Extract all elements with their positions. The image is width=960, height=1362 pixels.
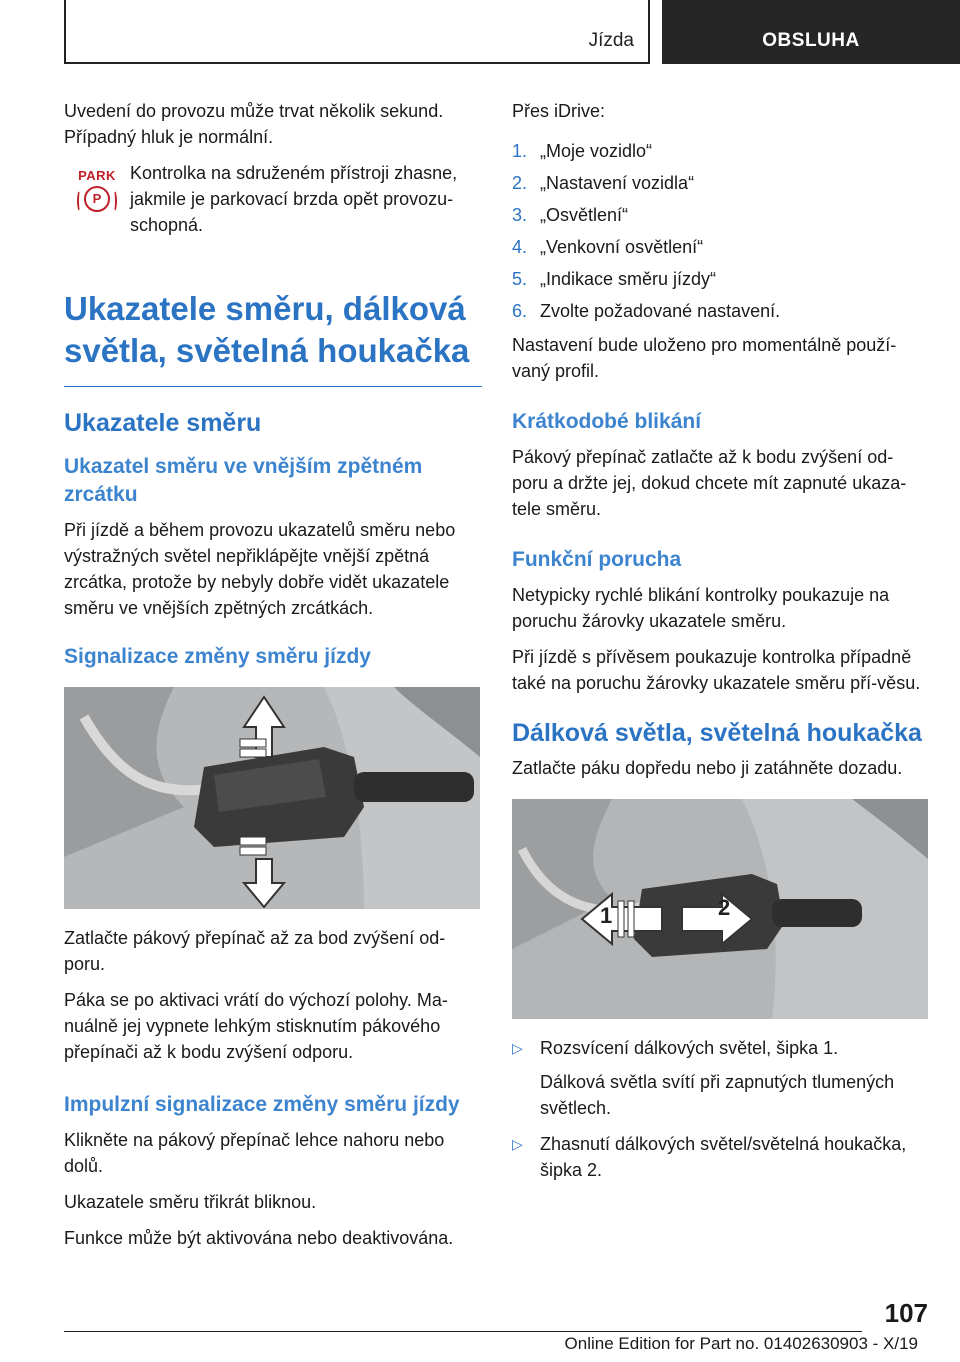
step-item: 3. „Osvětlení“	[512, 205, 629, 225]
right-column	[512, 98, 928, 1193]
high-beam-illustration	[512, 799, 928, 1019]
list-item: ▷ Zhasnutí dálkových světel/světelná houkačka, šipka 2.	[512, 1131, 928, 1183]
triangle-bullet-icon: ▷	[512, 1136, 523, 1152]
paragraph-signal-1: Zatlačte pákový přepínač až za bod zvýšení od‐poru.	[64, 928, 446, 974]
step-item: 5. „Indikace směru jízdy“	[512, 269, 717, 289]
paragraph-mirror: Při jízdě a během provozu ukazatelů směru nebo výstražných světel nepřiklápějte vnější zpětná zrcátka, protože by nebyly dobře vidět ukazatele směru ve vnějších zpětných zrcátkách.	[64, 520, 456, 618]
paragraph-signal-2: Páka se po aktivaci vrátí do výchozí polohy. Ma‐nuálně jej vypnete lehkým stisknutím pákového přepínači až k bodu zvýšení odporu.	[64, 990, 448, 1062]
paragraph-startup: Uvedení do provozu může trvat několik sekund. Případný hluk je normální.	[64, 101, 444, 147]
header-chapter-title: OBSLUHA	[762, 30, 860, 51]
arrow-label-2: 2	[718, 895, 731, 920]
step-item: 4. „Venkovní osvětlení“	[512, 237, 704, 257]
arrow-label-1: 1	[600, 903, 613, 928]
heading-impulse: Impulzní signalizace změny směru jízdy	[64, 1093, 460, 1116]
triangle-bullet-icon: ▷	[512, 1040, 523, 1056]
header-section-title: Jízda	[588, 30, 634, 51]
heading-fault: Funkční porucha	[512, 548, 682, 571]
heading-high-beam: Dálková světla, světelná houkačka	[512, 719, 922, 747]
park-icon-circle: P	[84, 186, 110, 212]
heading-short-blink: Krátkodobé blikání	[512, 410, 702, 433]
paragraph-fault-2: Při jízdě s přívěsem poukazuje kontrolka případně také na poruchu žárovky ukazatele směru pří‐věsu.	[512, 647, 921, 693]
footer-edition: Online Edition for Part no. 01402630903 - X/19	[564, 1334, 918, 1353]
page-number: 107	[884, 1298, 928, 1328]
paragraph-short-blink: Pákový přepínač zatlačte až k bodu zvýšení od‐poru a držte jej, dokud chcete mít zapnuté ukaza‐tele směru.	[512, 447, 907, 519]
lever-illustration	[64, 687, 480, 909]
step-item: 1. „Moje vozidlo“	[512, 141, 653, 161]
paragraph-impulse-3: Funkce může být aktivována nebo deaktivována.	[64, 1228, 454, 1248]
paragraph-impulse-2: Ukazatele směru třikrát bliknou.	[64, 1192, 317, 1212]
figure-lever-forward-back	[512, 799, 928, 1019]
main-heading: Ukazatele směru, dálková světla, světelná houkačka	[64, 288, 482, 387]
step-item: 6. Zvolte požadované nastavení.	[512, 301, 781, 321]
paragraph-impulse-1: Klikněte na pákový přepínač lehce nahoru nebo dolů.	[64, 1130, 445, 1176]
park-note-text: Kontrolka na sdruženém přístroji zhasne, jakmile je parkovací brzda opět provozu‐schopná.	[130, 163, 458, 235]
paragraph-saved: Nastavení bude uloženo pro momentálně použí‐vaný profil.	[512, 335, 897, 381]
header-chapter-box	[662, 0, 960, 64]
heading-mirror-indicator: Ukazatel směru ve vnějším zpětném zrcátku	[64, 455, 423, 506]
left-column	[64, 98, 482, 1261]
list-item: ▷ Rozsvícení dálkových světel, šipka 1. Dálková světla svítí při zapnutých tlumených světlech.	[512, 1035, 928, 1121]
paragraph-high-beam: Zatlačte páku dopředu nebo ji zatáhněte dozadu.	[512, 758, 903, 778]
idrive-steps	[512, 138, 928, 324]
heading-signal: Signalizace změny směru jízdy	[64, 645, 371, 668]
park-note	[64, 160, 482, 238]
heading-indicators: Ukazatele směru	[64, 409, 262, 437]
park-icon-label: PARK	[78, 168, 116, 183]
footer-divider	[64, 1331, 862, 1332]
high-beam-list	[512, 1035, 928, 1183]
paragraph-idrive: Přes iDrive:	[512, 101, 606, 121]
header-section-box	[64, 0, 650, 64]
figure-lever-up-down	[64, 687, 480, 909]
paragraph-fault-1: Netypicky rychlé blikání kontrolky poukazuje na poruchu žárovky ukazatele směru.	[512, 585, 890, 631]
park-brake-icon	[64, 160, 130, 212]
step-item: 2. „Nastavení vozidla“	[512, 173, 695, 193]
